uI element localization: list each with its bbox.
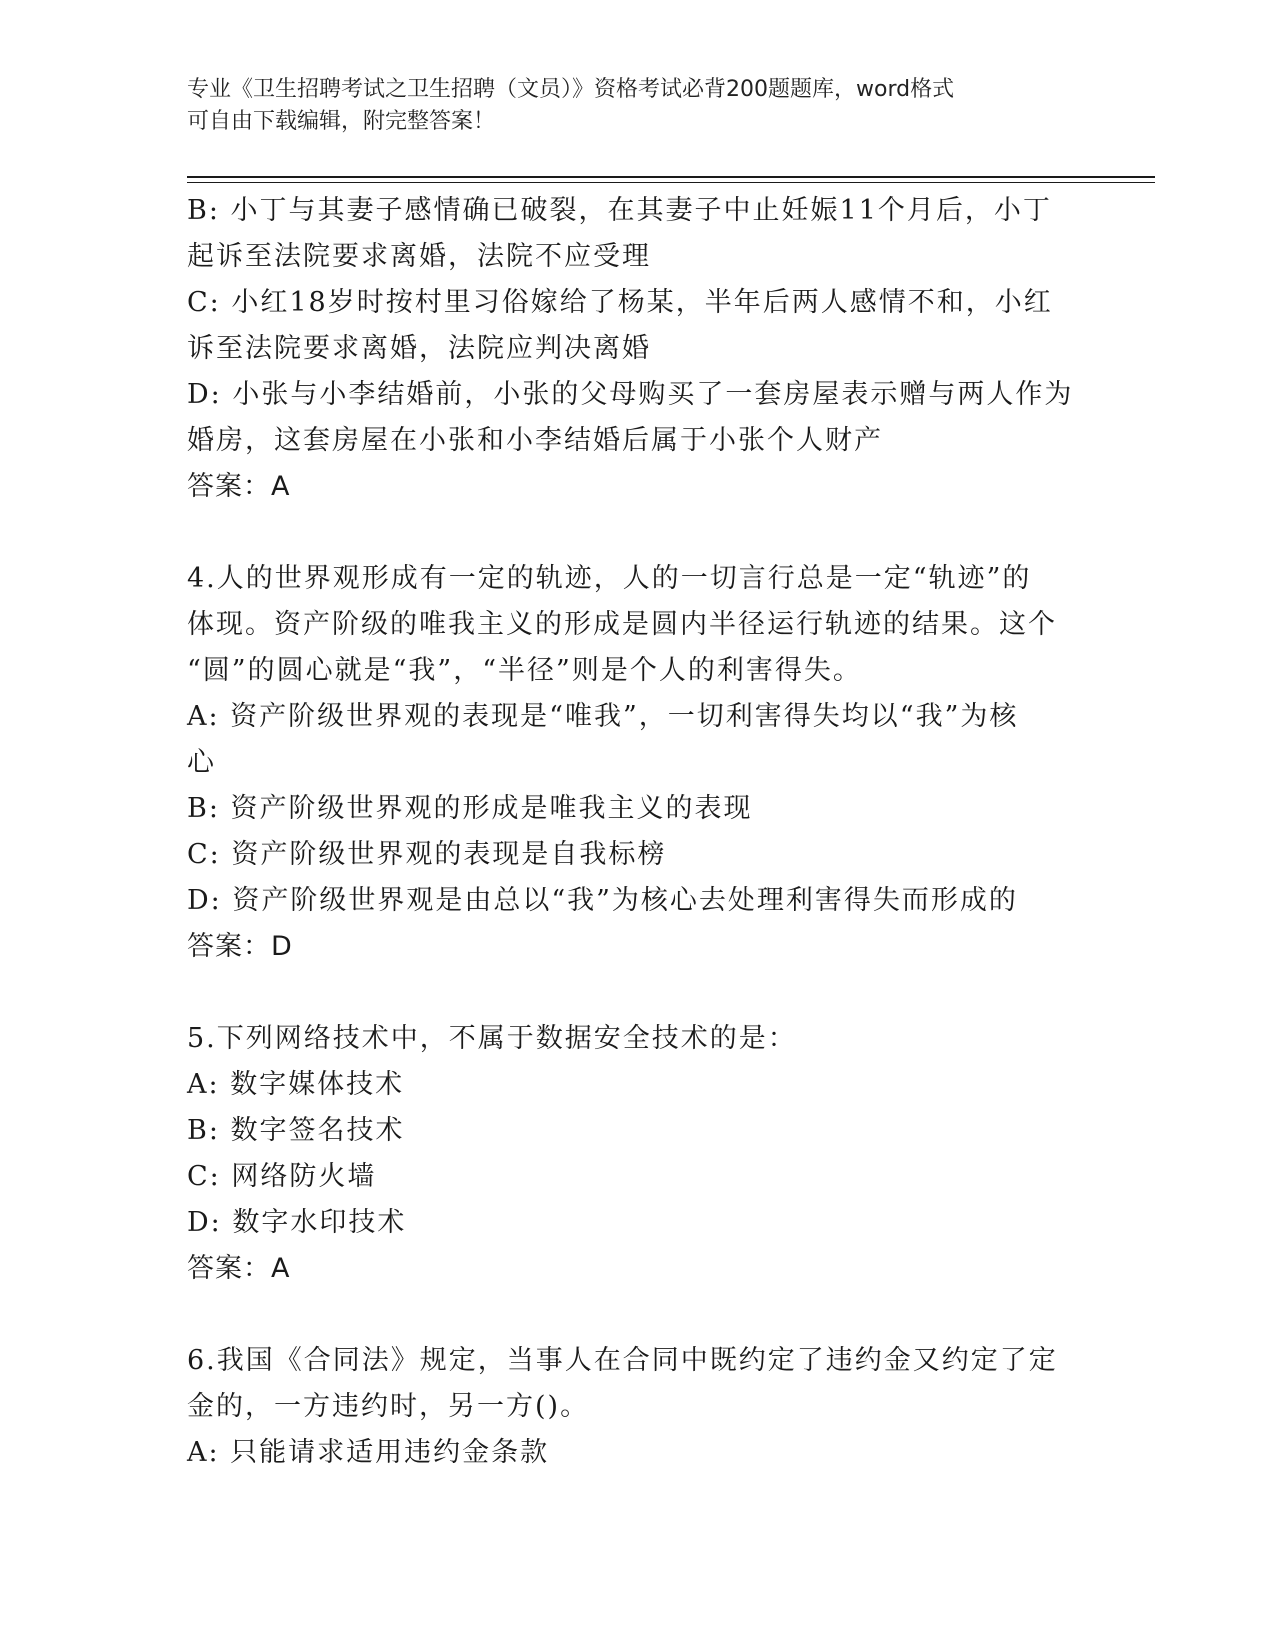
question-3 <box>187 188 1087 510</box>
question-4 <box>187 556 1087 970</box>
spacer <box>187 510 1087 556</box>
q4-stem-line-1: 4.人的世界观形成有一定的轨迹，人的一切言行总是一定“轨迹”的 <box>187 563 1032 594</box>
q3-option-d-line-2: 婚房，这套房屋在小张和小李结婚后属于小张个人财产 <box>187 425 883 456</box>
question-5 <box>187 1016 1087 1292</box>
q5-option-d: D: 数字水印技术 <box>187 1207 407 1238</box>
question-6 <box>187 1338 1087 1476</box>
spacer <box>187 970 1087 1016</box>
q6-stem-line-2: 金的，一方违约时，另一方()。 <box>187 1391 590 1422</box>
q5-option-b: B: 数字签名技术 <box>187 1115 405 1146</box>
header-line-2: 可自由下载编辑，附完整答案！ <box>187 109 496 134</box>
q5-option-c: C: 网络防火墙 <box>187 1161 377 1192</box>
q3-option-c-line-1: C: 小红18岁时按村里习俗嫁给了杨某，半年后两人感情不和，小红 <box>187 287 1053 318</box>
q6-stem-line-1: 6.我国《合同法》规定，当事人在合同中既约定了违约金又约定了定 <box>187 1345 1058 1376</box>
q3-option-d-line-1: D: 小张与小李结婚前，小张的父母购买了一套房屋表示赠与两人作为 <box>187 379 1074 410</box>
question-content <box>187 188 1087 1476</box>
q4-option-c: C: 资产阶级世界观的表现是自我标榜 <box>187 839 667 870</box>
q4-stem-line-2: 体现。资产阶级的唯我主义的形成是圆内半径运行轨迹的结果。这个 <box>187 609 1057 640</box>
header-line-1: 专业《卫生招聘考试之卫生招聘（文员）》资格考试必背200题题库，word格式 <box>187 77 955 102</box>
q4-option-a-line-2: 心 <box>187 747 216 778</box>
q6-option-a: A: 只能请求适用违约金条款 <box>187 1437 550 1468</box>
q3-option-c-line-2: 诉至法院要求离婚，法院应判决离婚 <box>187 333 651 364</box>
q3-option-b-line-1: B: 小丁与其妻子感情确已破裂，在其妻子中止妊娠11个月后，小丁 <box>187 195 1052 226</box>
q4-stem-line-3: “圆”的圆心就是“我”，“半径”则是个人的利害得失。 <box>187 655 862 686</box>
q3-answer: 答案：A <box>187 471 291 502</box>
q4-option-a-line-1: A: 资产阶级世界观的表现是“唯我”，一切利害得失均以“我”为核 <box>187 701 1019 732</box>
header-divider-thin <box>187 182 1155 183</box>
q5-answer: 答案：A <box>187 1253 291 1284</box>
q5-option-a: A: 数字媒体技术 <box>187 1069 405 1100</box>
q3-option-b-line-2: 起诉至法院要求离婚，法院不应受理 <box>187 241 651 272</box>
q5-stem: 5.下列网络技术中，不属于数据安全技术的是： <box>187 1023 797 1054</box>
document-header <box>187 74 1067 138</box>
q4-option-b: B: 资产阶级世界观的形成是唯我主义的表现 <box>187 793 753 824</box>
q4-answer: 答案：D <box>187 931 293 962</box>
q4-option-d: D: 资产阶级世界观是由总以“我”为核心去处理利害得失而形成的 <box>187 885 1018 916</box>
header-divider-thick <box>187 176 1155 178</box>
spacer <box>187 1292 1087 1338</box>
